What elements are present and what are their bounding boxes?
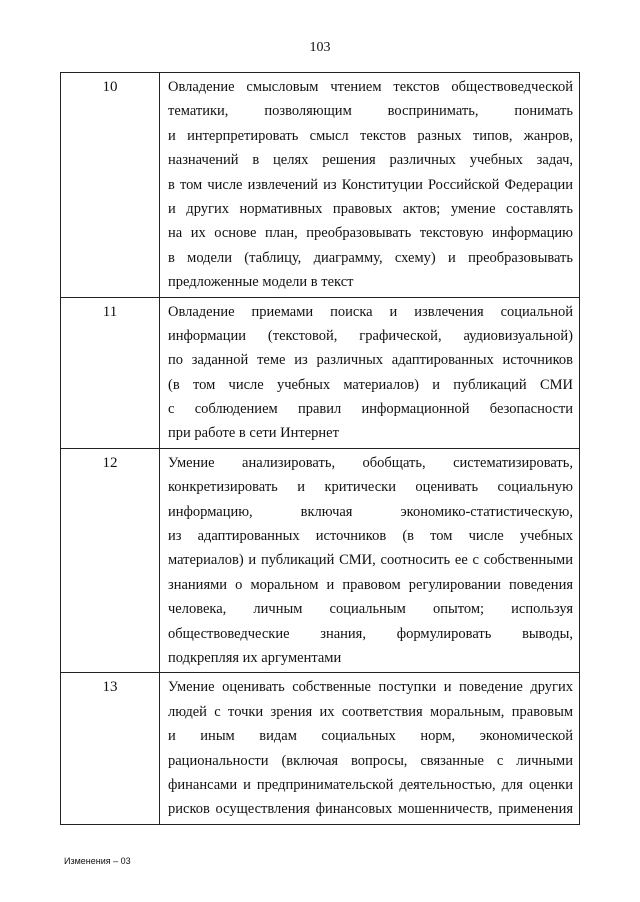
text-line: подкрепляя их аргументами (168, 649, 342, 666)
page-number: 103 (309, 40, 331, 55)
text-line: из адаптированных источников (в том числе учебных (168, 528, 573, 545)
text-line: и интерпретировать смысл текстов разных типов, жанров, (168, 127, 573, 144)
text-line: человека, личным социальным опытом; используя (168, 601, 573, 618)
row-number: 11 (61, 297, 160, 448)
row-number: 12 (61, 448, 160, 673)
text-line: и иным видам социальных норм, экономической (168, 728, 573, 745)
text-line: информации (текстовой, графической, аудиовизуальной) (168, 327, 573, 344)
text-line: на их основе план, преобразовывать текстовую информацию (168, 225, 573, 242)
table-row (61, 297, 580, 448)
row-number: 13 (61, 673, 160, 824)
requirements-table (60, 72, 580, 825)
text-line: знаниями о моральном и правовом регулировании поведения (168, 576, 573, 593)
text-line: тематики, позволяющим воспринимать, понимать (168, 103, 573, 120)
text-line: Овладение приемами поиска и извлечения социальной (168, 303, 573, 320)
row-text (160, 673, 580, 824)
footer-revision: Изменения – 03 (64, 856, 131, 866)
text-line: финансами и предпринимательской деятельностью, для оценки (168, 776, 573, 793)
text-line: по заданной теме из различных адаптированных источников (168, 352, 573, 369)
text-line: (в том числе учебных материалов) и публикаций СМИ (168, 376, 573, 393)
text-line: рациональности (включая вопросы, связанные с личными (168, 752, 573, 769)
table-body (61, 73, 580, 825)
text-line: Овладение смысловым чтением текстов обществоведческой (168, 79, 573, 95)
table-row (61, 673, 580, 824)
text-line: материалов) и публикаций СМИ, соотносить ее с собственными (168, 552, 573, 569)
table-row (61, 448, 580, 673)
text-line: людей с точки зрения их соответствия моральным, правовым (168, 703, 573, 720)
text-line: в модели (таблицу, диаграмму, схему) и преобразовывать (168, 249, 573, 266)
text-line: Умение анализировать, обобщать, систематизировать, (168, 454, 573, 471)
text-line: назначений в целях решения различных учебных задач, (168, 152, 573, 169)
row-text (160, 448, 580, 673)
text-line: и других нормативных правовых актов; умение составлять (168, 200, 573, 217)
text-line: при работе в сети Интернет (168, 425, 339, 442)
text-line: информацию, включая экономико-статистическую, (168, 503, 573, 520)
table-row (61, 73, 580, 298)
row-text (160, 73, 580, 298)
row-text (160, 297, 580, 448)
text-line: обществоведческие знания, формулировать выводы, (168, 625, 573, 642)
text-line: предложенные модели в текст (168, 274, 354, 291)
text-line: конкретизировать и критически оценивать социальную (168, 479, 573, 496)
text-line: в том числе извлечений из Конституции Российской Федерации (168, 176, 573, 193)
row-number: 10 (61, 73, 160, 298)
text-line: рисков осуществления финансовых мошенничеств, применения (168, 801, 573, 818)
text-line: с соблюдением правил информационной безопасности (168, 401, 573, 418)
text-line: Умение оценивать собственные поступки и поведение других (168, 679, 573, 696)
